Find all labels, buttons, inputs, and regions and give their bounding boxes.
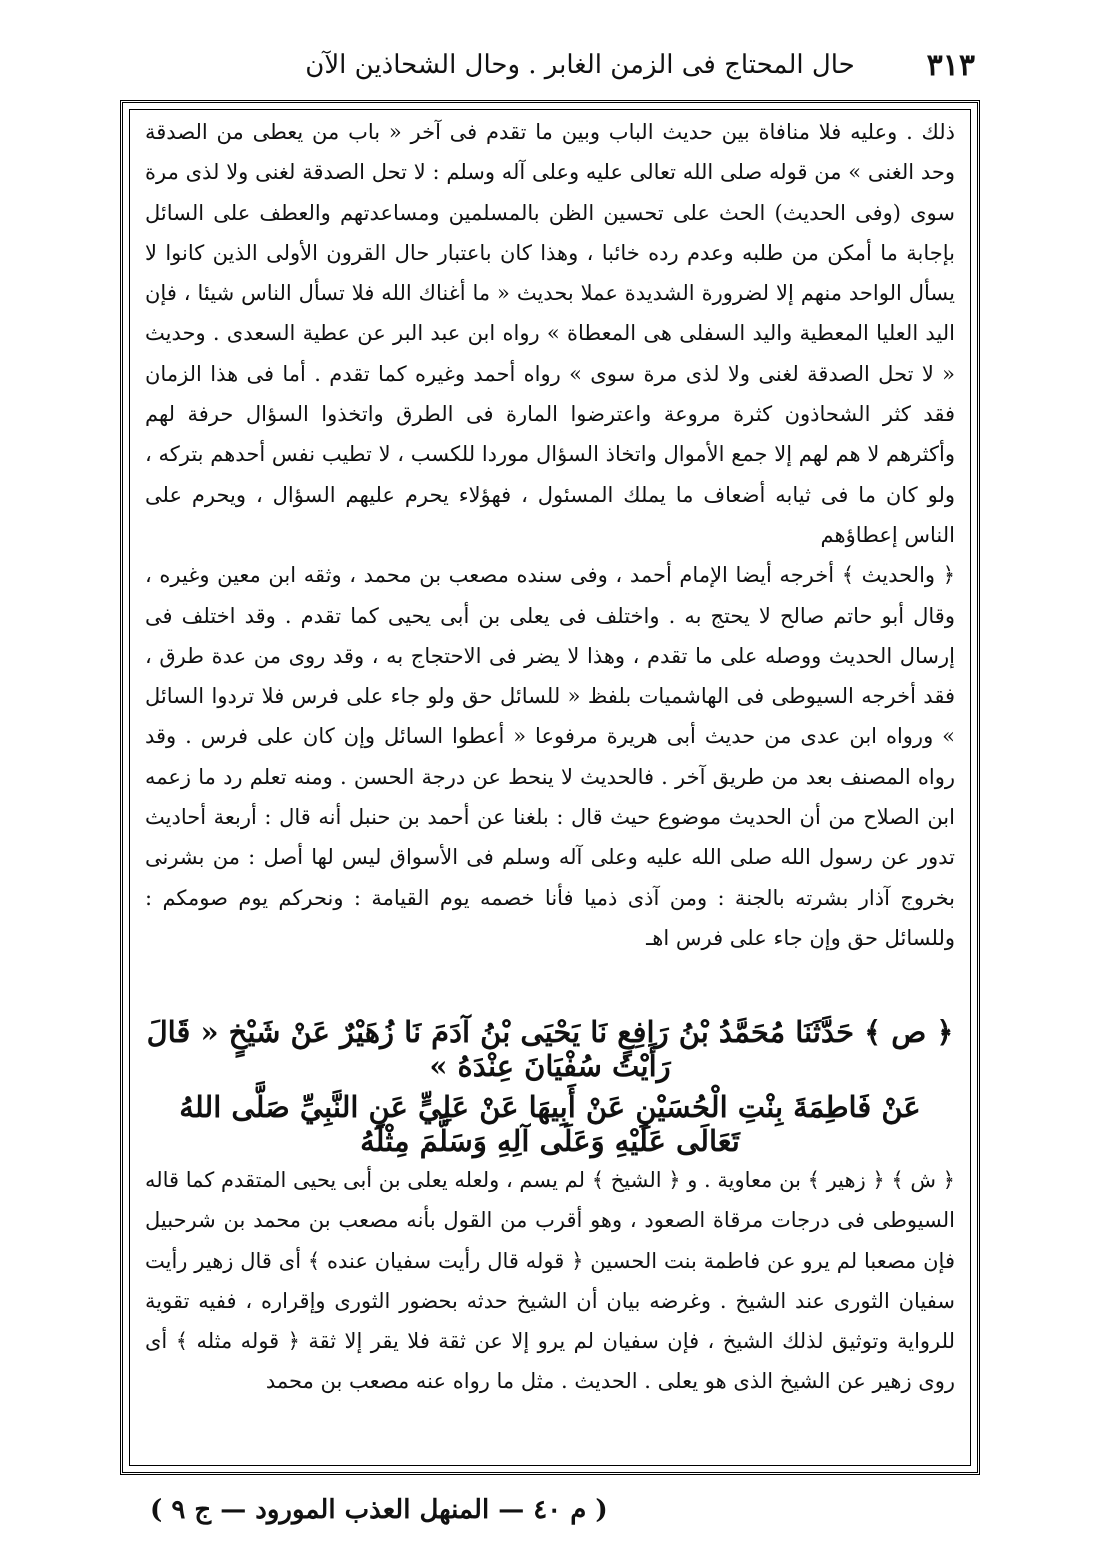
page-header — [120, 40, 975, 90]
commentary — [145, 1160, 955, 1402]
hadith-line-2: عَنْ فَاطِمَةَ بِنْتِ الْحُسَيْنِ عَنْ أَبِيهَا عَنْ عَلِيٍّ عَنِ النَّبِيِّ صَلَّى اللهُ تَعَالَى عَلَيْهِ وَعَلَى آلِهِ وَسَلَّمَ مِثْلَهُ — [179, 1090, 921, 1158]
commentary-text: ﴿ ش ﴾ ﴿ زهير ﴾ بن معاوية . و ﴿ الشيخ ﴾ لم يسم ، ولعله يعلى بن أبى يحيى المتقدم كما قاله السيوطى فى درجات مرقاة الصعود ، وهو أقرب من القول بأنه مصعب بن محمد بن شرحبيل فإن مصعبا لم يرو عن فاطمة بنت الحسين ﴿ قوله قال رأيت سفيان عنده ﴾ أى قال زهير رأيت سفيان الثورى عند الشيخ . وغرضه بيان أن الشيخ حدثه بحضور الثورى وإقراره ، ففيه تقوية للرواية وتوثيق لذلك الشيخ ، فإن سفيان لم يرو إلا عن ثقة فلا يقر إلا ثقة ﴿ قوله مثله ﴾ أى روى زهير عن الشيخ الذى هو يعلى . الحديث . مثل ما رواه عنه مصعب بن محمد — [145, 1168, 955, 1394]
hadith-line-1: ﴿ ص ﴾ حَدَّثَنَا مُحَمَّدُ بْنُ رَافِعٍ نَا يَحْيَى بْنُ آدَمَ نَا زُهَيْرٌ عَنْ شَيْخٍ « قَالَ رَأَيْتُ سُفْيَانَ عِنْدَهُ » — [146, 1015, 954, 1083]
page-title: حال المحتاج فى الزمن الغابر . وحال الشحاذين الآن — [305, 50, 855, 80]
footer-signature: ( م ٤٠ — المنهل العذب المورود — ج ٩ ) — [150, 1495, 608, 1525]
main-text — [145, 112, 955, 958]
paragraph-1: ذلك . وعليه فلا منافاة بين حديث الباب وبين ما تقدم فى آخر « باب من يعطى من الصدقة وحد الغنى » من قوله صلى الله تعالى عليه وعلى آله وسلم : لا تحل الصدقة لغنى ولا لذى مرة سوى (وفى الحديث) الحث على تحسين الظن بالمسلمين ومساعدتهم والعطف على السائل بإجابة ما أمكن من طلبه وعدم رده خائبا ، وهذا كان باعتبار حال القرون الأولى الذين كانوا لا يسأل الواحد منهم إلا لضرورة الشديدة عملا بحديث « ما أغناك الله فلا تسأل الناس شيئا ، فإن اليد العليا المعطية واليد السفلى هى المعطاة » رواه ابن عبد البر عن عطية السعدى . وحديث « لا تحل الصدقة لغنى ولا لذى مرة سوى » رواه أحمد وغيره كما تقدم . أما فى هذا الزمان فقد كثر الشحاذون كثرة مروعة واعترضوا المارة فى الطرق واتخذوا السؤال حرفة لهم وأكثرهم لا هم لهم إلا جمع الأموال واتخاذ السؤال موردا للكسب ، لا تطيب نفس أحدهم بتركه ، ولو كان ما فى ثيابه أضعاف ما يملك المسئول ، فهؤلاء يحرم عليهم السؤال ، ويحرم على الناس إعطاؤهم — [145, 120, 955, 547]
paragraph-2: ﴿ والحديث ﴾ أخرجه أيضا الإمام أحمد ، وفى سنده مصعب بن محمد ، وثقه ابن معين وغيره ، وقال أبو حاتم صالح لا يحتج به . واختلف فى يعلى بن أبى يحيى كما تقدم . وقد اختلف فى إرسال الحديث ووصله على ما تقدم ، وهذا لا يضر فى الاحتجاج به ، وقد روى من عدة طرق ، فقد أخرجه السيوطى فى الهاشميات بلفظ « للسائل حق ولو جاء على فرس فلا تردوا السائل » ورواه ابن عدى من حديث أبى هريرة مرفوعا « أعطوا السائل وإن كان على فرس . وقد رواه المصنف بعد من طريق آخر . فالحديث لا ينحط عن درجة الحسن . ومنه تعلم رد ما زعمه ابن الصلاح من أن الحديث موضوع حيث قال : بلغنا عن أحمد بن حنبل أنه قال : أربعة أحاديث تدور عن رسول الله صلى الله عليه وعلى آله وسلم فى الأسواق ليس لها أصل : من بشرنى بخروج آذار بشرته بالجنة : ومن آذى ذميا فأنا خصمه يوم القيامة : ونحركم يوم صومكم : وللسائل حق وإن جاء على فرس اهـ — [145, 563, 955, 950]
page-number: ٣١٣ — [926, 48, 975, 83]
